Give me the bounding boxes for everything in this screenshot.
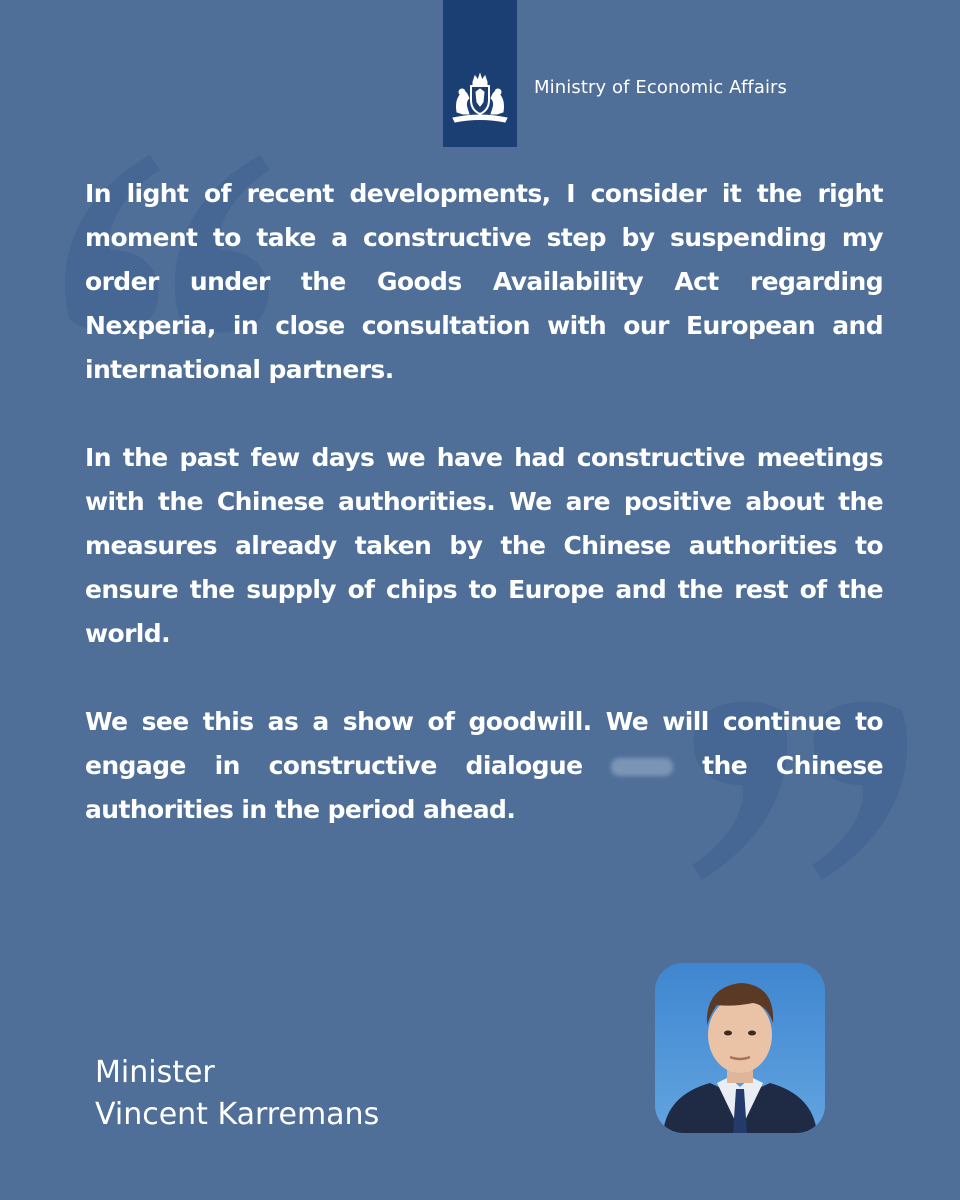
statement-paragraph: In the past few days we have had constructive meetings with the Chinese authorities. We are positive about the measures already taken by the Chinese authorities to ensure the supply of chips to Europe and the rest of the world. xyxy=(85,443,883,648)
statement-paragraph xyxy=(85,700,883,832)
statement-text: We see this as a show of goodwill. We will continue to engage in constructive dialogue xyxy=(85,707,883,780)
logo-band xyxy=(443,0,517,147)
royal-coat-of-arms-icon xyxy=(449,72,511,128)
statement-paragraph: In light of recent developments, I consider it the right moment to take a constructive step by suspending my order under the Goods Availability Act regarding Nexperia, in close consultation with our European and international partners. xyxy=(85,179,883,384)
statement-text: the Chinese authorities in the period ahead. xyxy=(85,751,883,824)
signature-block xyxy=(95,1052,379,1136)
statement-body xyxy=(85,172,883,832)
portrait-illustration xyxy=(655,963,825,1133)
minister-portrait xyxy=(655,963,825,1133)
signature-title: Minister xyxy=(95,1055,215,1090)
signature-name: Vincent Karremans xyxy=(95,1097,380,1132)
redacted-word xyxy=(611,758,673,776)
ministry-name: Ministry of Economic Affairs xyxy=(534,77,788,98)
